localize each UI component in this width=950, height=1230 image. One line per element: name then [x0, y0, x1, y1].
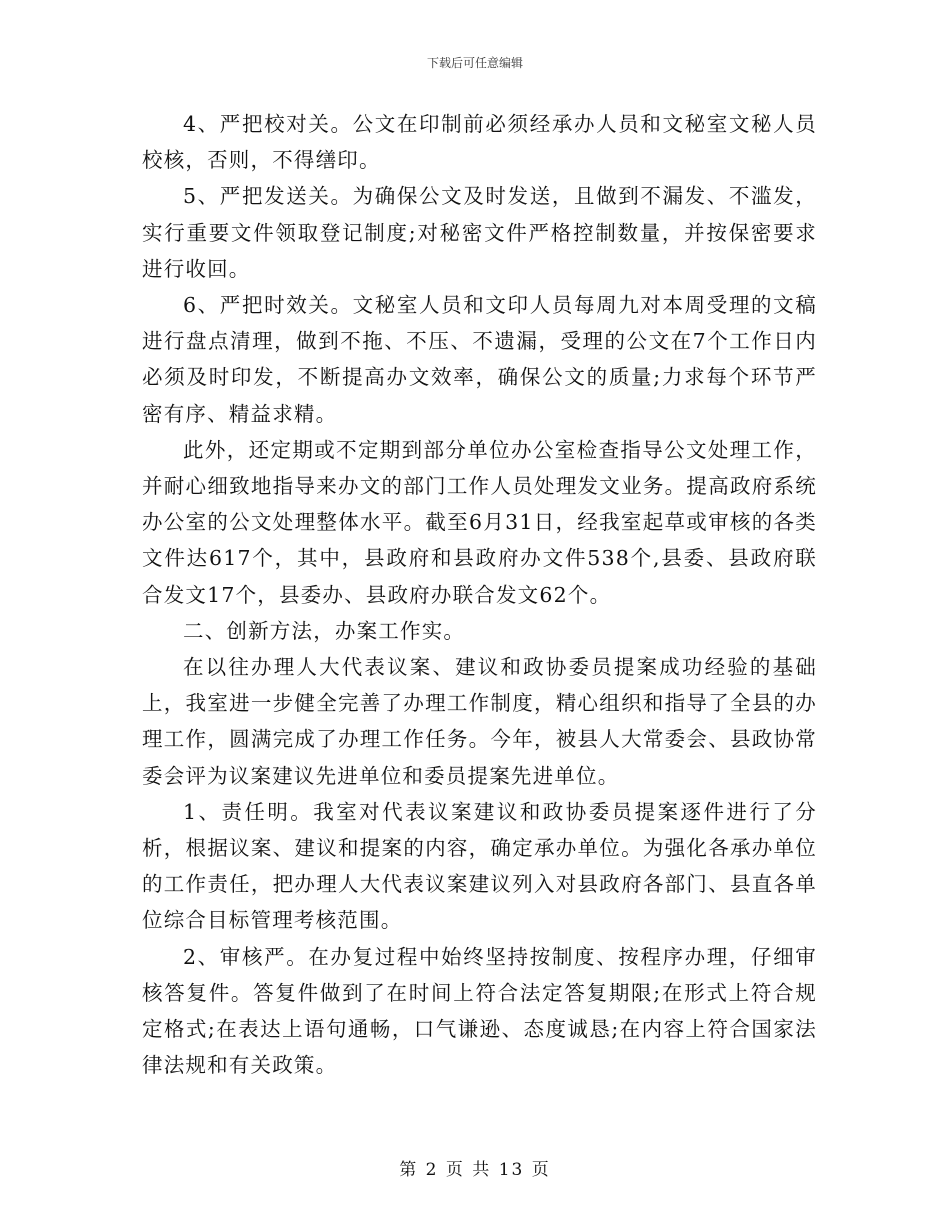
paragraph-inspection: 此外，还定期或不定期到部分单位办公室检查指导公文处理工作，并耐心细致地指导来办文的部门工作人员处理发文业务。提高政府系统办公室的公文处理整体水平。截至6月31日，经我室起草或审核的各类文件达617个，其中，县政府和县政府办文件538个,县委、县政府联合发文17个，县委办、县政府办联合发文62个。 [142, 437, 817, 607]
paragraph-dispatch: 5、严把发送关。为确保公文及时发送，且做到不漏发、不滥发，实行重要文件领取登记制度;对秘密文件严格控制数量，并按保密要求进行收回。 [142, 184, 817, 281]
paragraph-proofreading: 4、严把校对关。公文在印制前必须经承办人员和文秘室文秘人员校核，否则，不得缮印。 [142, 112, 817, 173]
section-heading: 二、创新方法，办案工作实。 [183, 618, 466, 643]
header-note: 下载后可任意编辑 [426, 56, 523, 70]
paragraph-review: 2、审核严。在办复过程中始终坚持按制度、按程序办理，仔细审核答复件。答复件做到了在时间上符合法定答复期限;在形式上符合规定格式;在表达上语句通畅，口气谦逊、态度诚恳;在内容上符合国家法律法规和有关政策。 [142, 944, 817, 1078]
page-number-label: 第 2 页 共 13 页 [399, 1160, 551, 1180]
paragraph-timeliness: 6、严把时效关。文秘室人员和文印人员每周九对本周受理的文稿进行盘点清理，做到不拖、不压、不遗漏，受理的公文在7个工作日内必须及时印发，不断提高办文效率，确保公文的质量;力求每个环节严密有序、精益求精。 [142, 293, 817, 426]
paragraph-responsibility: 1、责任明。我室对代表议案建议和政协委员提案逐件进行了分析，根据议案、建议和提案的内容，确定承办单位。为强化各承办单位的工作责任，把办理人大代表议案建议列入对县政府各部门、县直各单位综合目标管理考核范围。 [142, 799, 817, 933]
page-number-footer [0, 1155, 950, 1180]
document-body [142, 106, 817, 1083]
paragraph-proposals: 在以往办理人大代表议案、建议和政协委员提案成功经验的基础上，我室进一步健全完善了办理工作制度，精心组织和指导了全县的办理工作，圆满完成了办理工作任务。今年，被县人大常委会、县政协常委会评为议案建议先进单位和委员提案先进单位。 [142, 655, 817, 788]
